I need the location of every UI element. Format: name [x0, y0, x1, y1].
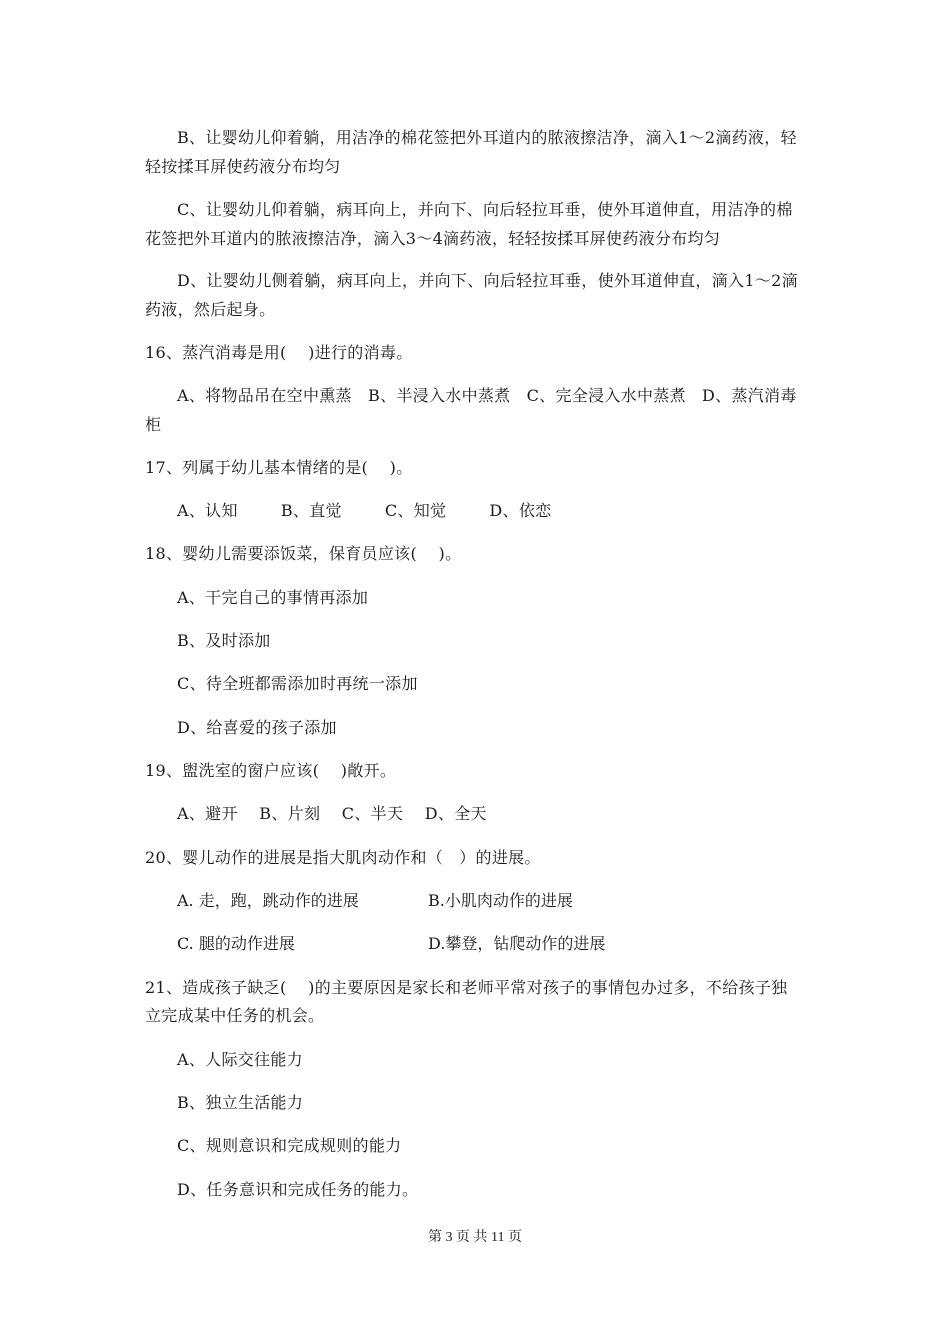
q20-option-a: A. 走，跑，跳动作的进展 [177, 891, 359, 910]
q17-options: A、认知 B、直觉 C、知觉 D、依恋 [177, 501, 552, 520]
q21-question-line2: 立完成某中任务的机会。 [145, 1006, 325, 1025]
q18-option-c: C、待全班都需添加时再统一添加 [177, 674, 418, 693]
q20-option-b: B.小肌肉动作的进展 [428, 891, 573, 910]
q16-options-line2: 柜 [145, 415, 162, 434]
q16-question: 16、蒸汽消毒是用( )进行的消毒。 [145, 343, 413, 362]
q20-option-d: D.攀登，钻爬动作的进展 [428, 934, 606, 953]
page-number-footer: 第 3 页 共 11 页 [428, 1230, 522, 1245]
q20-question: 20、婴儿动作的进展是指大肌肉动作和（ ）的进展。 [145, 848, 541, 867]
q18-option-a: A、干完自己的事情再添加 [177, 588, 369, 607]
q17-question: 17、列属于幼儿基本情绪的是( )。 [145, 458, 413, 477]
q15-option-d-line1: D、让婴幼儿侧着躺，病耳向上，并向下、向后轻拉耳垂，使外耳道伸直，滴入1～2滴 [177, 271, 798, 290]
q20-option-c: C. 腿的动作进展 [177, 934, 295, 953]
q21-option-a: A、人际交往能力 [177, 1050, 303, 1069]
q15-option-c-line1: C、让婴幼儿仰着躺，病耳向上，并向下、向后轻拉耳垂，使外耳道伸直，用洁净的棉 [177, 200, 793, 219]
q21-option-c: C、规则意识和完成规则的能力 [177, 1136, 402, 1155]
q15-option-d-line2: 药液，然后起身。 [145, 300, 276, 319]
q18-option-d: D、给喜爱的孩子添加 [177, 718, 337, 737]
q16-options-line1: A、将物品吊在空中熏蒸 B、半浸入水中蒸煮 C、完全浸入水中蒸煮 D、蒸汽消毒 [177, 386, 797, 405]
q19-question: 19、盥洗室的窗户应该( )敞开。 [145, 761, 397, 780]
q18-option-b: B、及时添加 [177, 631, 271, 650]
q21-question-line1: 21、造成孩子缺乏( )的主要原因是家长和老师平常对孩子的事情包办过多，不给孩子独 [145, 978, 788, 997]
q15-option-b-line1: B、让婴幼儿仰着躺，用洁净的棉花签把外耳道内的脓液擦洁净，滴入1～2滴药液，轻 [177, 128, 797, 147]
q21-option-b: B、独立生活能力 [177, 1093, 304, 1112]
q21-option-d: D、任务意识和完成任务的能力。 [177, 1180, 419, 1199]
q18-question: 18、婴幼儿需要添饭菜，保育员应该( )。 [145, 544, 462, 563]
q19-options: A、避开 B、片刻 C、半天 D、全天 [177, 804, 487, 823]
q15-option-b-line2: 轻按揉耳屏使药液分布均匀 [145, 157, 341, 176]
q15-option-c-line2: 花签把外耳道内的脓液擦洁净，滴入3～4滴药液，轻轻按揉耳屏使药液分布均匀 [145, 229, 721, 248]
